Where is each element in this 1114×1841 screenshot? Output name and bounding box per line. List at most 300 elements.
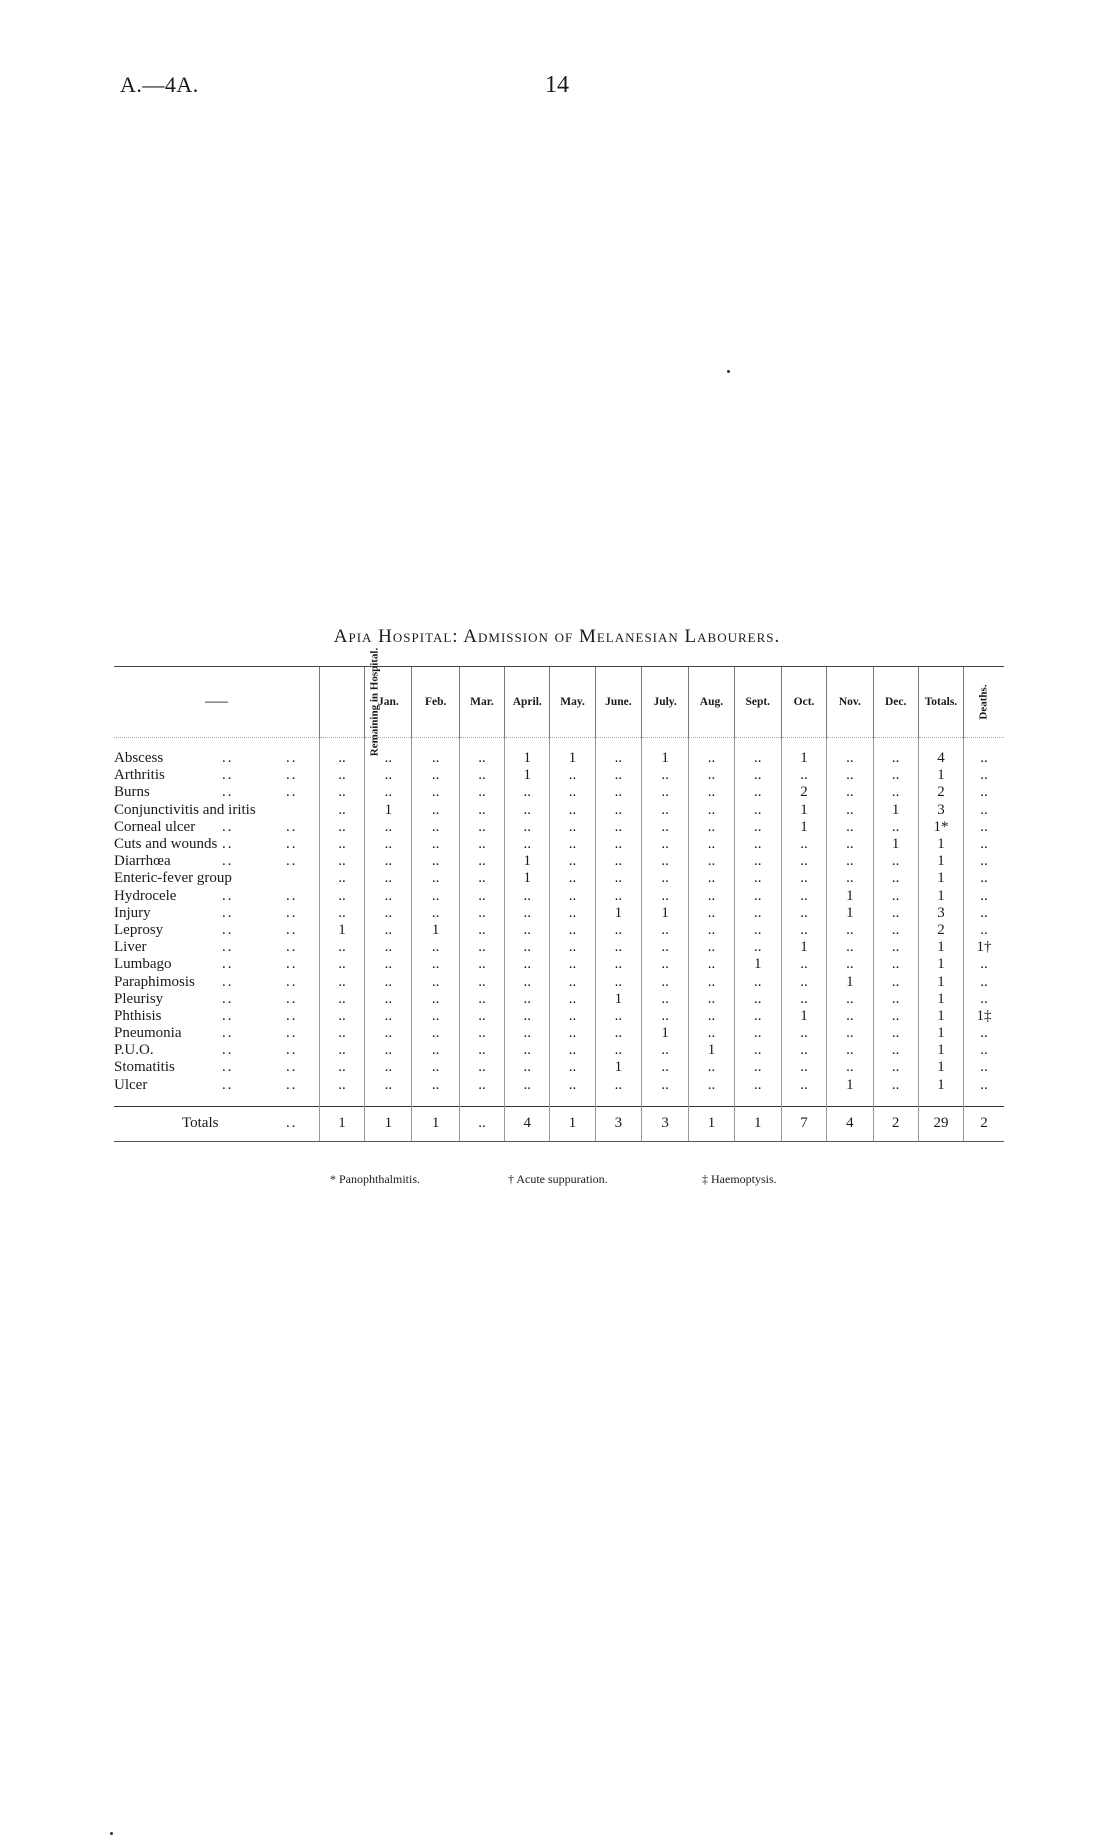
- table-cell: ..: [781, 905, 826, 922]
- leader-dots: ..: [222, 767, 234, 784]
- leader-dots: ..: [222, 973, 234, 990]
- table-cell: ..: [505, 991, 550, 1008]
- table-cell: ..: [319, 1077, 364, 1094]
- table-cell: 1: [873, 802, 918, 819]
- table-cell: ..: [641, 1077, 688, 1094]
- row-label: [114, 750, 319, 767]
- table-cell: ..: [319, 973, 364, 990]
- table-cell: 1: [319, 922, 364, 939]
- table-cell: ..: [827, 1025, 873, 1042]
- table-cell: ..: [505, 784, 550, 801]
- table-cell: 4: [918, 750, 963, 767]
- table-row: [114, 784, 1004, 801]
- table-cell: ..: [873, 956, 918, 973]
- leader-dots: ..: [222, 990, 234, 1007]
- table-cell: ..: [412, 836, 459, 853]
- row-label: [114, 1008, 319, 1025]
- row-label-text: Arthritis: [114, 767, 165, 784]
- totals-label: [114, 1106, 319, 1141]
- page-number: 14: [545, 72, 569, 98]
- table-cell: ..: [595, 767, 641, 784]
- table-cell: ..: [964, 905, 1004, 922]
- table-header-row: [114, 667, 1004, 738]
- leader-dots: ..: [222, 853, 234, 870]
- table-cell: ..: [595, 853, 641, 870]
- row-label-text: Phthisis: [114, 1007, 162, 1024]
- table-cell: ..: [781, 991, 826, 1008]
- table-cell: ..: [641, 819, 688, 836]
- table-cell: ..: [595, 784, 641, 801]
- table-cell: ..: [505, 802, 550, 819]
- table-cell: ..: [641, 991, 688, 1008]
- table-cell: ..: [505, 1077, 550, 1094]
- table-cell: 1: [595, 991, 641, 1008]
- leader-dots: ..: [222, 1025, 234, 1042]
- table-cell: ..: [505, 956, 550, 973]
- table-cell: ..: [459, 1059, 504, 1076]
- leader-dots: ..: [286, 767, 298, 784]
- leader-dots: ..: [222, 921, 234, 938]
- table-cell: ..: [641, 802, 688, 819]
- leader-dots: ..: [222, 1059, 234, 1076]
- row-label-text: Ulcer: [114, 1076, 148, 1093]
- table-cell: ..: [734, 870, 781, 887]
- table-cell: ..: [641, 767, 688, 784]
- table-cell: ..: [734, 939, 781, 956]
- table-cell: ..: [319, 836, 364, 853]
- row-label: [114, 853, 319, 870]
- table-cell: ..: [964, 767, 1004, 784]
- table-cell: ..: [505, 836, 550, 853]
- table-row: [114, 750, 1004, 767]
- footnote-double-dagger: ‡ Haemoptysis.: [702, 1172, 777, 1186]
- row-label: [114, 905, 319, 922]
- month-header: Mar.: [459, 667, 504, 738]
- table-cell: ..: [550, 1077, 595, 1094]
- leader-dots: ..: [286, 939, 298, 956]
- remaining-column-header: [319, 647, 381, 757]
- table-cell: ..: [781, 888, 826, 905]
- table-cell: ..: [459, 784, 504, 801]
- table-cell: ..: [319, 1008, 364, 1025]
- table-row: [114, 1025, 1004, 1042]
- table-cell: ..: [641, 922, 688, 939]
- totals-cell: 2: [964, 1106, 1004, 1141]
- table-cell: ..: [319, 1025, 364, 1042]
- leader-dots: ..: [222, 956, 234, 973]
- table-cell: ..: [319, 956, 364, 973]
- table-cell: 1†: [964, 939, 1004, 956]
- totals-label-text: Totals: [182, 1115, 219, 1132]
- table-cell: ..: [412, 767, 459, 784]
- table-cell: ..: [550, 1008, 595, 1025]
- table-cell: ..: [459, 888, 504, 905]
- row-label-text: Injury: [114, 904, 151, 921]
- table-cell: 1: [781, 939, 826, 956]
- table-cell: ..: [365, 888, 412, 905]
- table-cell: ..: [873, 973, 918, 990]
- table-cell: 1: [827, 973, 873, 990]
- table-row: [114, 1077, 1004, 1094]
- leader-dots: ..: [286, 887, 298, 904]
- table-row: [114, 802, 1004, 819]
- table-cell: 1: [918, 870, 963, 887]
- table-cell: ..: [781, 922, 826, 939]
- table-cell: ..: [873, 870, 918, 887]
- table-cell: 1: [781, 750, 826, 767]
- table-cell: 1: [505, 853, 550, 870]
- page-reference: A.—4A.: [120, 72, 199, 97]
- table-cell: ..: [595, 1008, 641, 1025]
- table-cell: ..: [734, 905, 781, 922]
- leader-dots: ..: [286, 853, 298, 870]
- table-cell: ..: [873, 922, 918, 939]
- table-cell: 1: [918, 836, 963, 853]
- table-cell: ..: [505, 1059, 550, 1076]
- table-cell: ..: [734, 888, 781, 905]
- month-header: Sept.: [734, 667, 781, 738]
- table-cell: ..: [689, 922, 734, 939]
- table-cell: ..: [873, 1042, 918, 1059]
- leader-dots: ..: [222, 904, 234, 921]
- row-label-text: Stomatitis: [114, 1059, 175, 1076]
- row-label: [114, 784, 319, 801]
- month-header: Feb.: [412, 667, 459, 738]
- table-cell: ..: [505, 1042, 550, 1059]
- table-cell: ..: [412, 802, 459, 819]
- table-cell: ..: [412, 1025, 459, 1042]
- table-cell: ..: [641, 888, 688, 905]
- table-cell: ..: [595, 1042, 641, 1059]
- table-cell: ..: [319, 802, 364, 819]
- table-cell: ..: [550, 991, 595, 1008]
- table-cell: ..: [689, 939, 734, 956]
- table-cell: 2: [918, 784, 963, 801]
- table-cell: ..: [964, 836, 1004, 853]
- table-cell: ..: [781, 1025, 826, 1042]
- table-cell: ..: [595, 819, 641, 836]
- table-row: [114, 1059, 1004, 1076]
- table-cell: ..: [734, 836, 781, 853]
- row-label: [114, 836, 319, 853]
- table-cell: ..: [734, 1042, 781, 1059]
- table-cell: ..: [365, 784, 412, 801]
- table-cell: ..: [964, 922, 1004, 939]
- table-cell: ..: [734, 1008, 781, 1025]
- row-label: [114, 1077, 319, 1094]
- table-cell: ..: [412, 1042, 459, 1059]
- table-cell: ..: [781, 1059, 826, 1076]
- table-cell: ..: [734, 1025, 781, 1042]
- table-cell: ..: [319, 939, 364, 956]
- leader-dots: ..: [222, 1076, 234, 1093]
- table-cell: 1: [918, 888, 963, 905]
- table-cell: 1: [918, 991, 963, 1008]
- table-cell: ..: [827, 956, 873, 973]
- table-cell: 1: [918, 1077, 963, 1094]
- table-cell: ..: [641, 853, 688, 870]
- table-cell: 1: [827, 905, 873, 922]
- table-cell: ..: [734, 1077, 781, 1094]
- leader-dots: ..: [286, 1059, 298, 1076]
- table-cell: ..: [595, 922, 641, 939]
- table-cell: 1: [827, 888, 873, 905]
- table-cell: 1: [827, 1077, 873, 1094]
- row-label-text: Pleurisy: [114, 990, 164, 1007]
- row-label-text: Leprosy: [114, 921, 164, 938]
- table-cell: ..: [319, 819, 364, 836]
- table-cell: ..: [319, 991, 364, 1008]
- table-cell: ..: [550, 767, 595, 784]
- table-cell: ..: [459, 853, 504, 870]
- table-cell: ..: [873, 939, 918, 956]
- table-cell: ..: [412, 750, 459, 767]
- table-cell: ..: [873, 767, 918, 784]
- table-cell: ..: [734, 767, 781, 784]
- table-cell: ..: [827, 870, 873, 887]
- row-label: [114, 1059, 319, 1076]
- table-cell: ..: [641, 836, 688, 853]
- table-cell: 1: [641, 750, 688, 767]
- table-cell: ..: [689, 784, 734, 801]
- table-cell: ..: [827, 750, 873, 767]
- leader-dots: ..: [286, 921, 298, 938]
- row-label-text: Pneumonia: [114, 1025, 182, 1042]
- table-cell: ..: [873, 750, 918, 767]
- table-cell: ..: [412, 1008, 459, 1025]
- table-cell: ..: [459, 973, 504, 990]
- table-cell: ..: [827, 991, 873, 1008]
- table-cell: ..: [689, 750, 734, 767]
- month-header: Aug.: [689, 667, 734, 738]
- totals-cell: 3: [595, 1106, 641, 1141]
- row-label: [114, 922, 319, 939]
- leader-dots: ..: [222, 784, 234, 801]
- table-cell: ..: [412, 888, 459, 905]
- table-cell: ..: [595, 888, 641, 905]
- table-cell: ..: [781, 1077, 826, 1094]
- table-cell: ..: [595, 1025, 641, 1042]
- totals-cell: 1: [734, 1106, 781, 1141]
- table-cell: ..: [459, 1042, 504, 1059]
- table-row: [114, 767, 1004, 784]
- table-cell: ..: [365, 973, 412, 990]
- table-cell: ..: [595, 870, 641, 887]
- table-cell: 1: [781, 802, 826, 819]
- table-cell: ..: [365, 1077, 412, 1094]
- speck-mark: [110, 1832, 113, 1835]
- row-label-text: Paraphimosis: [114, 973, 195, 990]
- table-cell: ..: [319, 870, 364, 887]
- row-label: [114, 870, 319, 887]
- table-cell: ..: [873, 784, 918, 801]
- table-cell: ..: [689, 802, 734, 819]
- footnote-asterisk: * Panophthalmitis.: [330, 1172, 420, 1186]
- row-label: [114, 888, 319, 905]
- table-cell: 1: [734, 956, 781, 973]
- table-cell: ..: [459, 905, 504, 922]
- table-cell: ..: [734, 973, 781, 990]
- table-cell: ..: [595, 956, 641, 973]
- table-cell: ..: [595, 802, 641, 819]
- table-cell: ..: [781, 973, 826, 990]
- table-cell: ..: [319, 905, 364, 922]
- table-cell: 1: [781, 1008, 826, 1025]
- table-cell: ..: [689, 1008, 734, 1025]
- table-cell: 1: [550, 750, 595, 767]
- table-cell: ..: [964, 1025, 1004, 1042]
- table-cell: ..: [412, 1059, 459, 1076]
- table-cell: 1: [781, 819, 826, 836]
- table-cell: 1: [689, 1042, 734, 1059]
- speck-mark: [727, 370, 730, 373]
- table-cell: ..: [964, 853, 1004, 870]
- table-cell: 2: [781, 784, 826, 801]
- leader-dots: ..: [286, 836, 298, 853]
- table-cell: ..: [412, 784, 459, 801]
- totals-cell: 1: [412, 1106, 459, 1141]
- table-cell: ..: [827, 939, 873, 956]
- table-cell: ..: [412, 956, 459, 973]
- leader-dots: ..: [222, 1042, 234, 1059]
- table-cell: ..: [964, 870, 1004, 887]
- table-cell: 1: [505, 767, 550, 784]
- table-cell: ..: [412, 905, 459, 922]
- table-cell: ..: [964, 888, 1004, 905]
- totals-cell: 3: [641, 1106, 688, 1141]
- table-cell: ..: [550, 870, 595, 887]
- row-label: [114, 819, 319, 836]
- table-cell: ..: [550, 836, 595, 853]
- table-cell: 1: [918, 1025, 963, 1042]
- row-label: [114, 991, 319, 1008]
- month-header: Oct.: [781, 667, 826, 738]
- table-cell: 3: [918, 905, 963, 922]
- table-cell: ..: [550, 1059, 595, 1076]
- table-row: [114, 819, 1004, 836]
- table-cell: 1: [918, 767, 963, 784]
- table-cell: ..: [964, 973, 1004, 990]
- table-row: [114, 922, 1004, 939]
- totals-column-header: Totals.: [918, 667, 963, 738]
- table-row: [114, 836, 1004, 853]
- table-cell: ..: [873, 853, 918, 870]
- spacer-row: [114, 1094, 1004, 1107]
- table-cell: ..: [550, 922, 595, 939]
- table-cell: 1: [918, 853, 963, 870]
- row-label-text: Enteric-fever group: [114, 870, 232, 887]
- table-cell: ..: [734, 802, 781, 819]
- table-cell: ..: [412, 819, 459, 836]
- table-cell: 3: [918, 802, 963, 819]
- table-cell: ..: [641, 1059, 688, 1076]
- table-cell: ..: [319, 853, 364, 870]
- table-cell: ..: [827, 819, 873, 836]
- table-cell: ..: [873, 991, 918, 1008]
- table-cell: ..: [365, 767, 412, 784]
- table-cell: ..: [550, 905, 595, 922]
- leader-dots: ..: [286, 818, 298, 835]
- table-cell: ..: [734, 784, 781, 801]
- month-header: Jan.: [365, 667, 412, 738]
- table-cell: ..: [781, 1042, 826, 1059]
- table-cell: ..: [459, 956, 504, 973]
- table-cell: ..: [781, 853, 826, 870]
- table-cell: ..: [550, 973, 595, 990]
- table-cell: ..: [734, 853, 781, 870]
- table-row: [114, 956, 1004, 973]
- table-cell: ..: [595, 939, 641, 956]
- table-cell: ..: [365, 939, 412, 956]
- leader-dots: ..: [286, 1007, 298, 1024]
- row-label-text: Lumbago: [114, 956, 172, 973]
- month-header: April.: [505, 667, 550, 738]
- leader-dots: ..: [286, 990, 298, 1007]
- month-header: June.: [595, 667, 641, 738]
- table-cell: ..: [689, 1059, 734, 1076]
- table-cell: ..: [689, 870, 734, 887]
- row-label-text: Abscess: [114, 750, 164, 767]
- leader-dots: ..: [286, 750, 298, 767]
- table-cell: ..: [827, 802, 873, 819]
- table-cell: ..: [964, 819, 1004, 836]
- table-cell: ..: [365, 853, 412, 870]
- row-label-text: Burns: [114, 784, 150, 801]
- totals-cell: 1: [689, 1106, 734, 1141]
- table-cell: ..: [550, 819, 595, 836]
- table-cell: ..: [689, 888, 734, 905]
- table-cell: ..: [964, 1077, 1004, 1094]
- table-cell: ..: [964, 956, 1004, 973]
- leader-dots: ..: [222, 939, 234, 956]
- row-label: [114, 767, 319, 784]
- admissions-table: [114, 647, 1004, 1142]
- leader-dots: ..: [286, 1115, 298, 1132]
- table-cell: ..: [873, 888, 918, 905]
- table-cell: 1: [918, 973, 963, 990]
- table-cell: ..: [595, 1077, 641, 1094]
- table-cell: ..: [873, 1025, 918, 1042]
- table-cell: 1: [365, 802, 412, 819]
- row-label: [114, 1042, 319, 1059]
- leader-dots: ..: [286, 784, 298, 801]
- leader-dots: ..: [286, 1042, 298, 1059]
- totals-cell: 1: [319, 1106, 364, 1141]
- table-cell: ..: [595, 750, 641, 767]
- table-cell: ..: [412, 939, 459, 956]
- table-cell: ..: [412, 991, 459, 1008]
- table-cell: ..: [641, 1008, 688, 1025]
- totals-cell: 4: [505, 1106, 550, 1141]
- table-cell: ..: [595, 973, 641, 990]
- table-cell: ..: [319, 1042, 364, 1059]
- row-label-text: Corneal ulcer: [114, 818, 196, 835]
- totals-cell: ..: [459, 1106, 504, 1141]
- table-title: Apia Hospital: Admission of Melanesian Labourers.: [333, 626, 781, 647]
- table-cell: 1: [918, 1008, 963, 1025]
- table-body: [114, 738, 1004, 1142]
- table-cell: ..: [781, 767, 826, 784]
- deaths-column-header: [964, 667, 1004, 738]
- table-cell: 1: [505, 870, 550, 887]
- table-cell: 1: [595, 1059, 641, 1076]
- table-cell: ..: [964, 1059, 1004, 1076]
- table-cell: ..: [319, 767, 364, 784]
- table-cell: ..: [873, 1008, 918, 1025]
- table-cell: 1*: [918, 819, 963, 836]
- leader-dots: ..: [286, 956, 298, 973]
- totals-cell: 29: [918, 1106, 963, 1141]
